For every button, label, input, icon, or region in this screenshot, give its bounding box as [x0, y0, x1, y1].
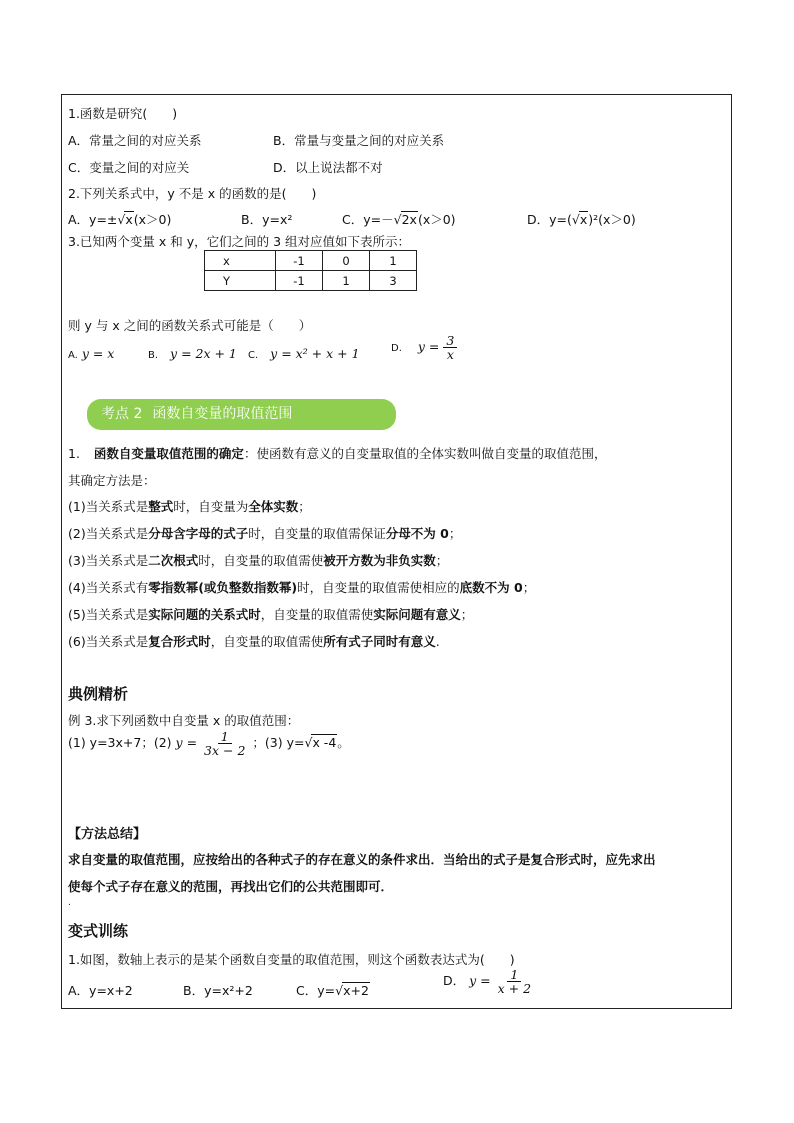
rule-item-text: ； [298, 499, 311, 514]
rule-item [68, 524, 461, 542]
practice-heading: 变式训练 [68, 922, 129, 940]
rule-item-keyword: 整式 [148, 499, 174, 514]
q2-a-prefix: A．y=± [68, 212, 118, 227]
q3-a-formula: y = x [81, 346, 115, 361]
q3-d-prefix: y = [417, 339, 440, 355]
q3-c-label: C. [248, 350, 259, 361]
fraction-denominator: x + 2 [497, 981, 532, 997]
rule-item-text: (6)当关系式是 [68, 634, 149, 649]
rule-heading [68, 444, 606, 462]
practice-stem: 1.如图，数轴上表示的是某个函数自变量的取值范围，则这个函数表达式为( ) [68, 952, 515, 967]
q3-option-c [248, 346, 360, 361]
rule-number: 1. [68, 446, 80, 461]
example-part-3-prefix: ；(3) y= [252, 735, 305, 751]
summary-line-1: 求自变量的取值范围，应按给出的各种式子的存在意义的条件求出．当给出的式子是复合形式时，应先求出 [68, 852, 656, 867]
q3-d-fraction [443, 334, 457, 361]
example-part-3-radicand: x -4 [312, 735, 337, 751]
rule-item [68, 578, 535, 596]
q3-option-a [68, 346, 114, 361]
q1-option-a: A．常量之间的对应关系 [68, 133, 202, 148]
q1-option-d: D．以上说法都不对 [273, 160, 383, 175]
rule-item-text: ； [448, 526, 462, 541]
rule-item-keyword: 分母不为 0 [385, 526, 449, 541]
fraction-numerator: 1 [507, 968, 521, 982]
table-cell: 1 [323, 271, 370, 291]
q2-c-radicand: 2x [401, 212, 417, 227]
rule-item-text: 时，自变量为 [173, 499, 249, 514]
q2-d-prefix: D．y=( [527, 212, 572, 227]
q3-option-b [148, 346, 237, 361]
practice-option-a: A．y=x+2 [68, 983, 133, 998]
q1-stem: 1.函数是研究( ) [68, 106, 178, 121]
table-row [205, 271, 417, 291]
table-row [205, 251, 417, 271]
rule-item-text: 时，自变量的取值需保证 [248, 526, 386, 541]
q3-d-label: D. [391, 343, 402, 355]
practice-d-prefix: y = [469, 973, 491, 989]
fraction-numerator: 1 [218, 730, 232, 744]
section-heading [87, 399, 396, 430]
summary-line-2: 使每个式子存在意义的范围，再找出它们的公共范围即可． [68, 879, 394, 894]
q1-option-b: B．常量与变量之间的对应关系 [273, 133, 445, 148]
table-cell: 3 [370, 271, 417, 291]
rule-title: 函数自变量取值范围的确定 [93, 446, 244, 461]
rule-item-text: ； [522, 580, 536, 595]
rule-item-keyword: 实际问题有意义 [373, 607, 461, 622]
practice-d-fraction [495, 968, 534, 995]
q2-c-prefix: C．y=－ [342, 212, 394, 227]
example-problems: (1) y=3x+7；(2) y = $\frac{1}{3x - 2}$ ；(3) y=√x -4。 [68, 729, 350, 759]
practice-c-prefix: C．y= [296, 983, 336, 998]
rule-item-keyword: 二次根式 [148, 553, 199, 568]
rule-item [68, 605, 473, 623]
rule-item [68, 497, 311, 515]
q2-stem: 2.下列关系式中，y 不是 x 的函数的是( ) [68, 186, 317, 201]
rule-text: ：使函数有意义的自变量取值的全体实数叫做自变量的取值范围， [243, 446, 607, 461]
example-stem: 例 3.求下列函数中自变量 x 的取值范围： [68, 713, 300, 728]
q2-option-a: A．y=±√x(x＞0) [68, 212, 172, 227]
practice-c-radicand: x+2 [343, 983, 369, 998]
example-part-2-prefix: y = [175, 735, 198, 751]
rule-item-text: (5)当关系式是 [68, 607, 149, 622]
section-tag: 考点 2 [101, 406, 143, 422]
q3-b-formula: y = 2x + 1 [170, 346, 237, 361]
practice-option-c: C．y=√x+2 [296, 983, 369, 998]
q3-stem: 3.已知两个变量 x 和 y，它们之间的 3 组对应值如下表所示： [68, 234, 411, 249]
example-part-3-suffix: 。 [337, 735, 350, 751]
rule-item-text: (4)当关系式有 [68, 580, 149, 595]
q3-ask: 则 y 与 x 之间的函数关系式可能是（ ） [68, 318, 312, 333]
example-heading: 典例精析 [68, 685, 129, 703]
example-part-1: (1) y=3x+7；(2) [68, 735, 172, 751]
fraction-denominator: x [446, 347, 454, 363]
practice-d-label: D． [443, 973, 466, 989]
fraction-denominator: 3x − 2 [204, 743, 246, 759]
q2-c-suffix: (x＞0) [417, 212, 456, 227]
q2-option-d: D．y=(√x)²(x＞0) [527, 212, 636, 227]
rule-item-text: ，自变量的取值需使 [260, 607, 374, 622]
example-part-2-fraction [201, 730, 248, 757]
summary-heading: 【方法总结】 [68, 827, 147, 842]
table-cell: Y [205, 271, 276, 291]
q3-c-formula: y = x² + x + 1 [270, 346, 360, 361]
q2-d-radicand: x [579, 212, 588, 227]
q3-option-d [391, 334, 457, 361]
rule-item-keyword: 零指数幂(或负整数指数幂) [148, 580, 298, 595]
value-table [204, 250, 417, 291]
rule-item-keyword: 被开方数为非负实数 [323, 553, 436, 568]
rule-item-text: 时，自变量的取值需使相应的 [297, 580, 460, 595]
fraction-numerator: 3 [443, 334, 457, 348]
rule-item [68, 632, 440, 650]
rule-item-text: 时，自变量的取值需使 [198, 553, 324, 568]
rule-item-text: (1)当关系式是 [68, 499, 149, 514]
rule-item-text: ，自变量的取值需使 [210, 634, 324, 649]
table-cell: -1 [276, 251, 323, 271]
practice-option-d [443, 968, 534, 995]
rule-item-keyword: 所有式子同时有意义 [323, 634, 436, 649]
rule-item [68, 551, 448, 569]
rule-item-text: (3)当关系式是 [68, 553, 149, 568]
rule-item-text: . [435, 634, 440, 649]
q2-option-c: C．y=－√2x(x＞0) [342, 212, 456, 227]
rule-item-keyword: 全体实数 [248, 499, 299, 514]
summary-dot: . [68, 898, 71, 908]
rule-item-keyword: 复合形式时 [148, 634, 211, 649]
table-cell: 1 [370, 251, 417, 271]
q2-option-b: B．y=x² [241, 212, 293, 227]
q2-a-suffix: (x＞0) [133, 212, 172, 227]
rule-item-text: (2)当关系式是 [68, 526, 149, 541]
q3-a-label: A. [68, 350, 78, 361]
q2-a-radicand: x [125, 212, 133, 227]
q2-d-suffix: )²(x＞0) [588, 212, 636, 227]
practice-option-b: B．y=x²+2 [183, 983, 253, 998]
rule-item-text: ； [460, 607, 474, 622]
q1-option-c: C．变量之间的对应关 [68, 160, 190, 175]
rule-intro: 其确定方法是： [68, 473, 156, 488]
rule-item-keyword: 底数不为 0 [459, 580, 523, 595]
rule-item-keyword: 分母含字母的式子 [148, 526, 249, 541]
section-title: 函数自变量的取值范围 [152, 406, 293, 422]
table-cell: 0 [323, 251, 370, 271]
q3-b-label: B. [148, 350, 159, 361]
rule-item-text: ； [435, 553, 449, 568]
rule-item-keyword: 实际问题的关系式时 [148, 607, 261, 622]
table-cell: x [205, 251, 276, 271]
table-cell: -1 [276, 271, 323, 291]
